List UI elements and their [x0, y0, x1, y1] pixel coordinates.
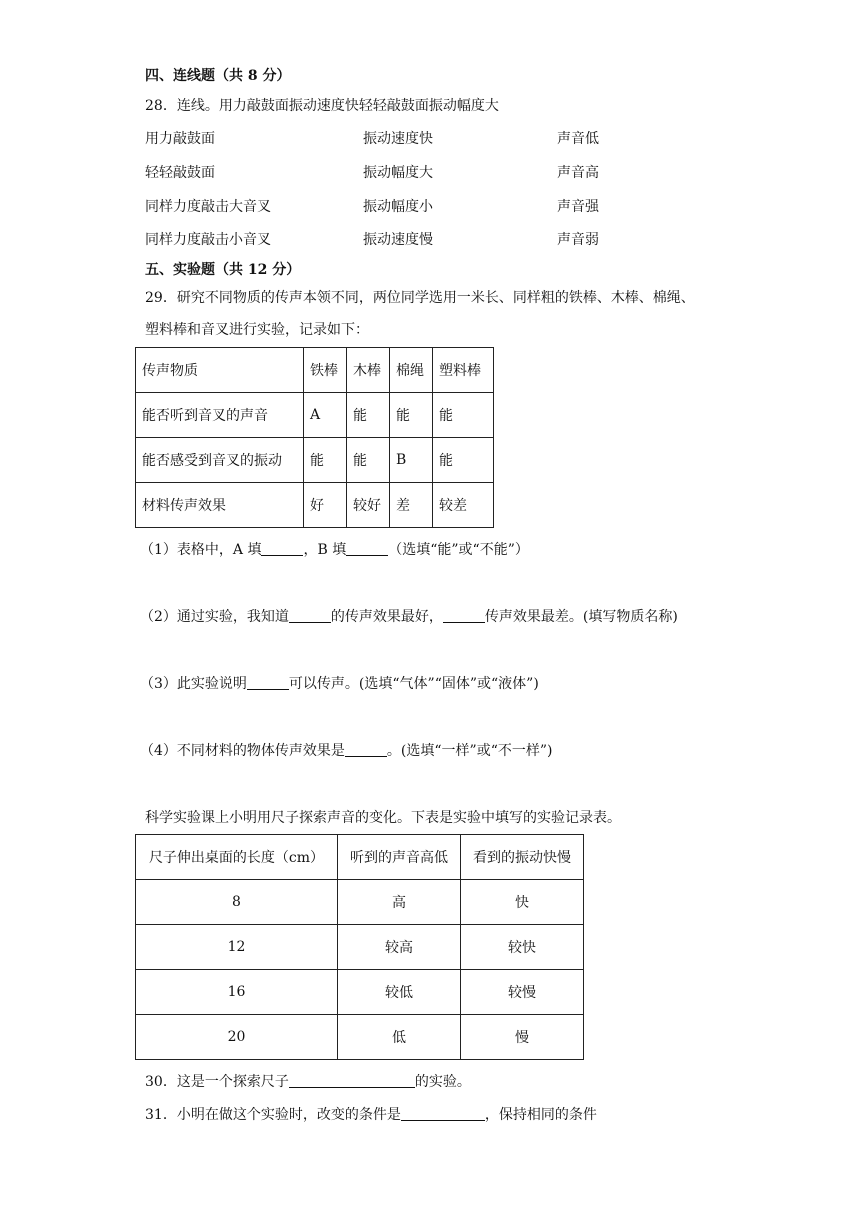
- question-text: 30．这是一个探索尺子: [145, 1074, 289, 1090]
- question-30: [145, 1072, 471, 1092]
- table-cell: 能: [433, 393, 494, 438]
- sub-question-text: （4）不同材料的物体传声效果是: [140, 743, 345, 759]
- table-row: [136, 483, 494, 528]
- table-cell: 塑料棒: [433, 348, 494, 393]
- table-row: [136, 925, 584, 970]
- match-left-1: 用力敲鼓面: [145, 131, 215, 147]
- answer-blank-experiment[interactable]: [289, 1073, 415, 1088]
- answer-blank-a[interactable]: [261, 541, 303, 556]
- table-cell: 能否感受到音叉的振动: [136, 438, 304, 483]
- table-cell: 差: [390, 483, 433, 528]
- table-cell: 能: [304, 438, 347, 483]
- table-cell: 快: [461, 880, 584, 925]
- table-cell: 16: [136, 970, 338, 1015]
- match-middle-2: 振动幅度大: [363, 165, 433, 181]
- answer-blank-medium[interactable]: [247, 675, 289, 690]
- table-cell: 能否听到音叉的声音: [136, 393, 304, 438]
- match-left-4: 同样力度敲击小音叉: [145, 232, 271, 248]
- question-29-line2: 塑料棒和音叉进行实验，记录如下：: [145, 322, 369, 338]
- ruler-experiment-table: [135, 834, 584, 1060]
- table-cell: 慢: [461, 1015, 584, 1060]
- table-cell: 能: [347, 393, 390, 438]
- answer-blank-b[interactable]: [346, 541, 388, 556]
- table-cell: 8: [136, 880, 338, 925]
- table-cell: 较差: [433, 483, 494, 528]
- sub-question-1: [140, 540, 529, 560]
- match-left-2: 轻轻敲鼓面: [145, 165, 215, 181]
- sub-question-text: （3）此实验说明: [140, 676, 247, 692]
- sub-question-text: 的传声效果最好，: [330, 609, 443, 625]
- answer-blank-same[interactable]: [345, 742, 387, 757]
- table-cell: 材料传声效果: [136, 483, 304, 528]
- table-cell: 20: [136, 1015, 338, 1060]
- table-cell: 较低: [338, 970, 461, 1015]
- question-text: 31．小明在做这个实验时，改变的条件是: [145, 1107, 401, 1123]
- table-row: [136, 1015, 584, 1060]
- table-cell: 较慢: [461, 970, 584, 1015]
- table-cell: B: [390, 438, 433, 483]
- table-cell: 能: [390, 393, 433, 438]
- answer-blank-variable[interactable]: [401, 1106, 485, 1121]
- answer-blank-worst[interactable]: [443, 608, 485, 623]
- table-cell: 好: [304, 483, 347, 528]
- table-cell: 较快: [461, 925, 584, 970]
- sub-question-4: [140, 741, 552, 761]
- table-header-row: [136, 835, 584, 880]
- question-28: 28．连线。用力敲鼓面振动速度快轻轻敲鼓面振动幅度大: [145, 98, 499, 114]
- sub-question-3: [140, 674, 539, 694]
- match-left-3: 同样力度敲击大音叉: [145, 199, 271, 215]
- table-cell: 较高: [338, 925, 461, 970]
- table-cell: 较好: [347, 483, 390, 528]
- table-cell: 低: [338, 1015, 461, 1060]
- sub-question-text: （1）表格中，A 填: [140, 542, 262, 558]
- table-row: [136, 438, 494, 483]
- question-text: ，保持相同的条件: [484, 1107, 597, 1123]
- table-cell: 铁棒: [304, 348, 347, 393]
- table-cell: 木棒: [347, 348, 390, 393]
- table-header-row: [136, 348, 494, 393]
- table-cell: 棉绳: [390, 348, 433, 393]
- table-cell: 看到的振动快慢: [461, 835, 584, 880]
- answer-blank-best[interactable]: [289, 608, 331, 623]
- question-31: [145, 1105, 597, 1125]
- sub-question-text: 传声效果最差。(填写物质名称): [484, 609, 678, 625]
- question-29-line1: 29．研究不同物质的传声本领不同，两位同学选用一米长、同样粗的铁棒、木棒、棉绳、: [145, 290, 695, 306]
- table-cell: 传声物质: [136, 348, 304, 393]
- sub-question-text: 。(选填“一样”或“不一样”): [386, 743, 553, 759]
- sub-question-text: （选填“能”或“不能”）: [388, 542, 529, 558]
- match-right-1: 声音低: [557, 131, 599, 147]
- sub-question-text: （2）通过实验，我知道: [140, 609, 289, 625]
- table-cell: 尺子伸出桌面的长度（cm）: [136, 835, 338, 880]
- table-cell: 12: [136, 925, 338, 970]
- table-cell: 能: [347, 438, 390, 483]
- table-cell: 高: [338, 880, 461, 925]
- table-cell: 能: [433, 438, 494, 483]
- ruler-experiment-intro: 科学实验课上小明用尺子探索声音的变化。下表是实验中填写的实验记录表。: [145, 810, 621, 826]
- sub-question-text: 可以传声。(选填“气体”“固体”或“液体”): [288, 676, 539, 692]
- sub-question-2: [140, 607, 678, 627]
- table-cell: 听到的声音高低: [338, 835, 461, 880]
- sound-conduction-table: [135, 347, 494, 528]
- match-middle-3: 振动幅度小: [363, 199, 433, 215]
- match-middle-4: 振动速度慢: [363, 232, 433, 248]
- table-cell: A: [304, 393, 347, 438]
- table-row: [136, 880, 584, 925]
- sub-question-text: ，B 填: [303, 542, 347, 558]
- table-row: [136, 970, 584, 1015]
- match-right-4: 声音弱: [557, 232, 599, 248]
- table-row: [136, 393, 494, 438]
- section4-heading: 四、连线题（共 8 分）: [145, 68, 291, 84]
- match-right-2: 声音高: [557, 165, 599, 181]
- match-middle-1: 振动速度快: [363, 131, 433, 147]
- section5-heading: 五、实验题（共 12 分）: [145, 262, 301, 278]
- match-right-3: 声音强: [557, 199, 599, 215]
- question-text: 的实验。: [414, 1074, 471, 1090]
